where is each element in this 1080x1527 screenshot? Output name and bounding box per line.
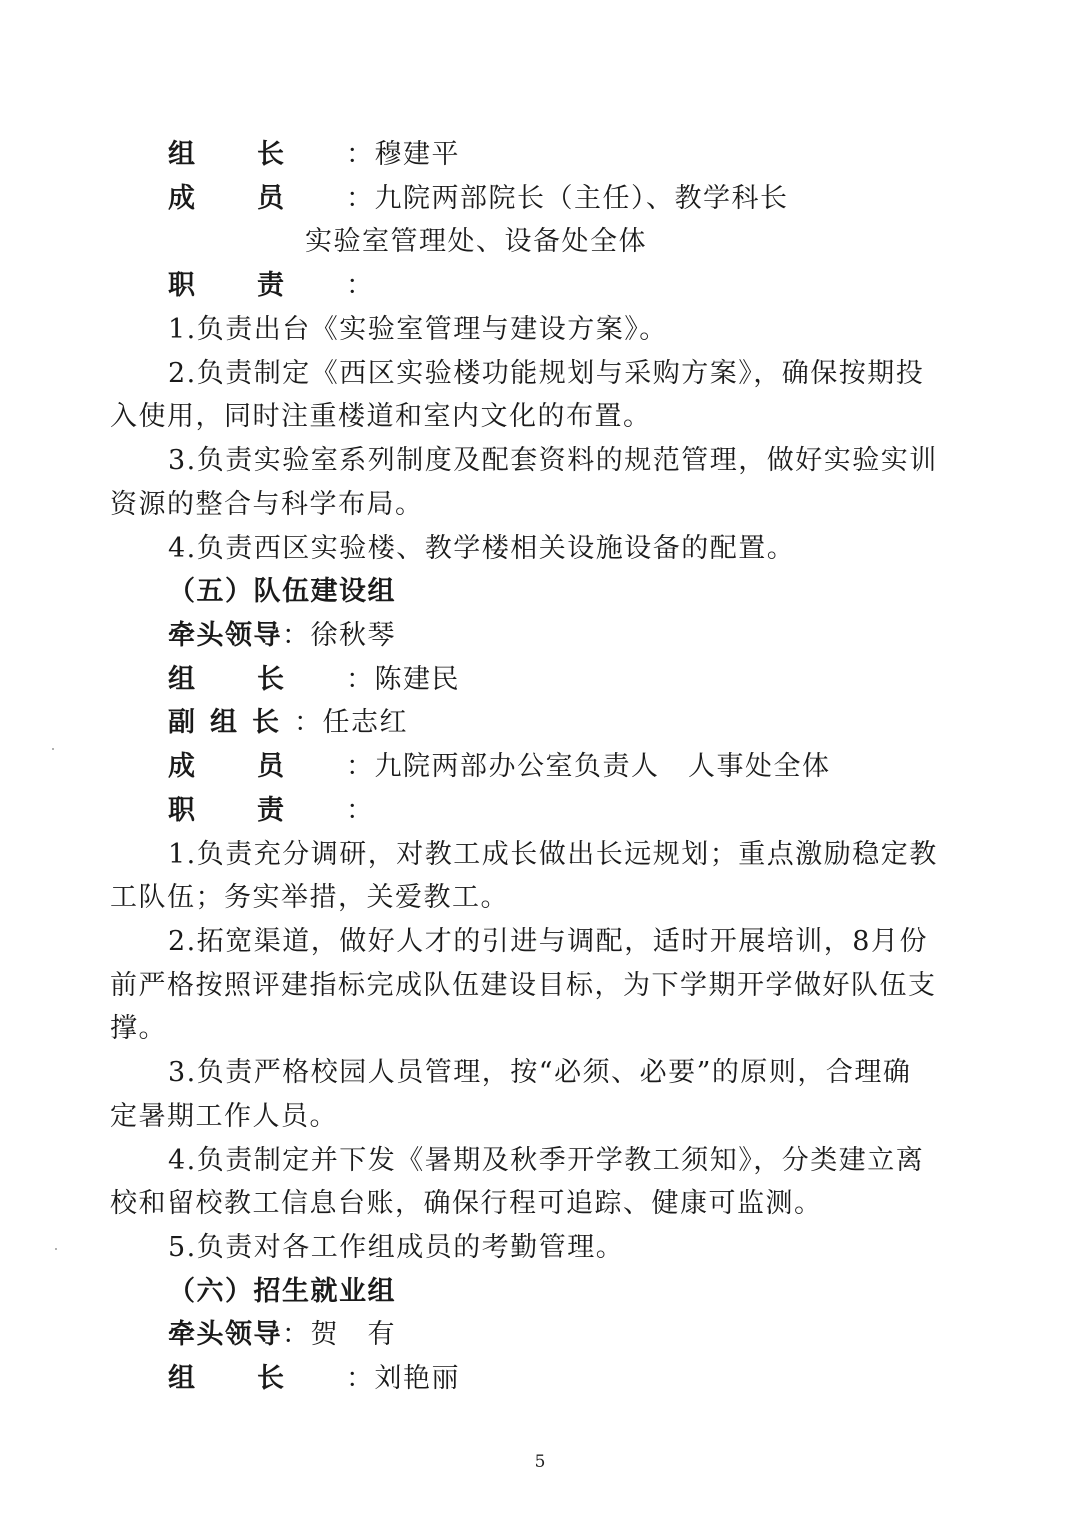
paragraph-line: 2.负责制定《西区实验楼功能规划与采购方案》，确保按期投 <box>168 358 925 389</box>
paragraph-line: 3.负责实验室系列制度及配套资料的规范管理，做好实验实训 <box>168 445 938 476</box>
scan-speck <box>55 1248 57 1250</box>
paragraph-line: 2.拓宽渠道，做好人才的引进与调配，适时开展培训，8月份 <box>168 926 928 957</box>
members-line <box>168 747 968 787</box>
field-value: ：贺 有 <box>282 1319 396 1350</box>
paragraph-line: 定暑期工作人员。 <box>110 1101 338 1132</box>
paragraph-line: 工队伍；务实举措，关爱教工。 <box>110 882 509 913</box>
paragraph-line: 5.负责对各工作组成员的考勤管理。 <box>168 1232 625 1263</box>
lead-leader-line <box>168 1315 968 1355</box>
field-value: ： <box>346 270 375 301</box>
field-value: ：刘艳丽 <box>346 1363 460 1394</box>
field-value: ：任志红 <box>294 707 408 738</box>
section-heading: （六）招生就业组 <box>168 1276 396 1307</box>
field-label: 职责 <box>168 270 346 301</box>
deputy-leader-line <box>168 703 968 743</box>
paragraph-line: 校和留校教工信息台账，确保行程可追踪、健康可监测。 <box>110 1188 823 1219</box>
field-label: 组长 <box>168 1363 346 1394</box>
paragraph-line: 入使用，同时注重楼道和室内文化的布置。 <box>110 401 652 432</box>
paragraph-line: 撑。 <box>110 1013 167 1044</box>
field-label: 职责 <box>168 795 346 826</box>
field-label: 组长 <box>168 139 346 170</box>
field-label: 牵头领导 <box>168 1319 282 1350</box>
field-value: ：九院两部办公室负责人 人事处全体 <box>346 751 831 782</box>
field-label: 副组长 <box>168 707 294 738</box>
field-label: 成员 <box>168 183 346 214</box>
paragraph-line: 4.负责西区实验楼、教学楼相关设施设备的配置。 <box>168 533 796 564</box>
paragraph-line: 资源的整合与科学布局。 <box>110 489 424 520</box>
paragraph-line: 1.负责出台《实验室管理与建设方案》。 <box>168 314 668 345</box>
team-leader-line <box>168 1359 968 1399</box>
page-number: 5 <box>534 1452 546 1472</box>
paragraph-line: 4.负责制定并下发《暑期及秋季开学教工须知》，分类建立离 <box>168 1145 925 1176</box>
members-continuation: 实验室管理处、设备处全体 <box>305 226 647 257</box>
team-leader-line <box>168 135 968 175</box>
field-label: 成员 <box>168 751 346 782</box>
team-leader-line <box>168 660 968 700</box>
field-value: ：徐秋琴 <box>282 620 396 651</box>
field-label: 组长 <box>168 664 346 695</box>
lead-leader-line <box>168 616 968 656</box>
duties-line <box>168 791 968 831</box>
field-value: ：九院两部院长（主任）、教学科长 <box>346 183 789 214</box>
section-heading: （五）队伍建设组 <box>168 576 396 607</box>
paragraph-line: 1.负责充分调研，对教工成长做出长远规划；重点激励稳定教 <box>168 839 938 870</box>
members-line <box>168 179 968 219</box>
field-value: ：陈建民 <box>346 664 460 695</box>
field-label: 牵头领导 <box>168 620 282 651</box>
field-value: ：穆建平 <box>346 139 460 170</box>
field-value: ： <box>346 795 375 826</box>
duties-line <box>168 266 968 306</box>
paragraph-line: 前严格按照评建指标完成队伍建设目标，为下学期开学做好队伍支 <box>110 970 937 1001</box>
scan-speck <box>52 748 54 750</box>
paragraph-line: 3.负责严格校园人员管理，按“必须、必要”的原则，合理确 <box>168 1057 912 1088</box>
